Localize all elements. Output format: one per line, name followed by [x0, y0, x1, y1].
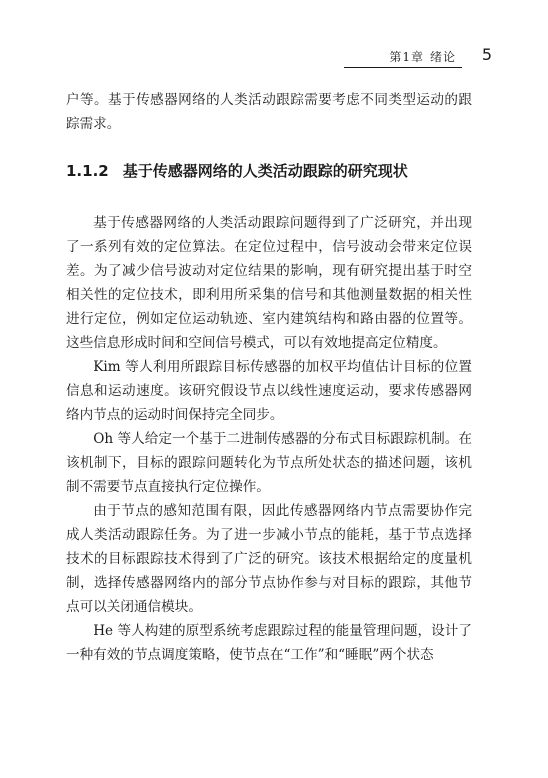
section-title: 基于传感器网络的人类活动跟踪的研究现状 [122, 162, 408, 180]
paragraph-node-selection: 由于节点的感知范围有限，因此传感器网络内节点需要协作完成人类活动跟踪任务。为了进一步减小节点的能耗，基于节点选择技术的目标跟踪技术得到了广泛的研究。该技术根据给定的度量机制，选择传感器网络内的部分节点协作参与对目标的跟踪，其他节点可以关闭通信模块。 [66, 503, 472, 615]
section-number: 1.1.2 [66, 162, 109, 180]
header-chapter [383, 48, 456, 65]
page-number: 5 [481, 45, 492, 64]
header-chapter-title: 绪论 [429, 50, 456, 64]
header-rule [344, 67, 462, 68]
header-chapter-number: 第1章 [389, 50, 424, 64]
continuation-paragraph: 户等。基于传感器网络的人类活动跟踪需要考虑不同类型运动的跟踪需求。 [66, 92, 472, 132]
paragraph-he: He 等人构建的原型系统考虑跟踪过程的能量管理问题，设计了一种有效的节点调度策略，使节点在“工作”和“睡眠”两个状态 [66, 623, 472, 663]
running-header [66, 46, 492, 66]
paragraph-oh: Oh 等人给定一个基于二进制传感器的分布式目标跟踪机制。在该机制下，目标的跟踪问题转化为节点所处状态的描述问题，该机制不需要节点直接执行定位操作。 [66, 431, 472, 495]
paragraph-localization: 基于传感器网络的人类活动跟踪问题得到了广泛研究，并出现了一系列有效的定位算法。在定位过程中，信号波动会带来定位误差。为了减少信号波动对定位结果的影响，现有研究提出基于时空相关性的定位技术，即利用所采集的信号和其他测量数据的相关性进行定位，例如定位运动轨迹、室内建筑结构和路由器的位置等。这些信息形成时间和空间信号模式，可以有效地提高定位精度。 [66, 215, 472, 351]
body-paragraphs [66, 211, 472, 667]
paragraph-kim: Kim 等人利用所跟踪目标传感器的加权平均值估计目标的位置信息和运动速度。该研究假设节点以线性速度运动，要求传感器网络内节点的运动时间保持完全同步。 [66, 359, 472, 423]
section-heading [66, 160, 486, 181]
